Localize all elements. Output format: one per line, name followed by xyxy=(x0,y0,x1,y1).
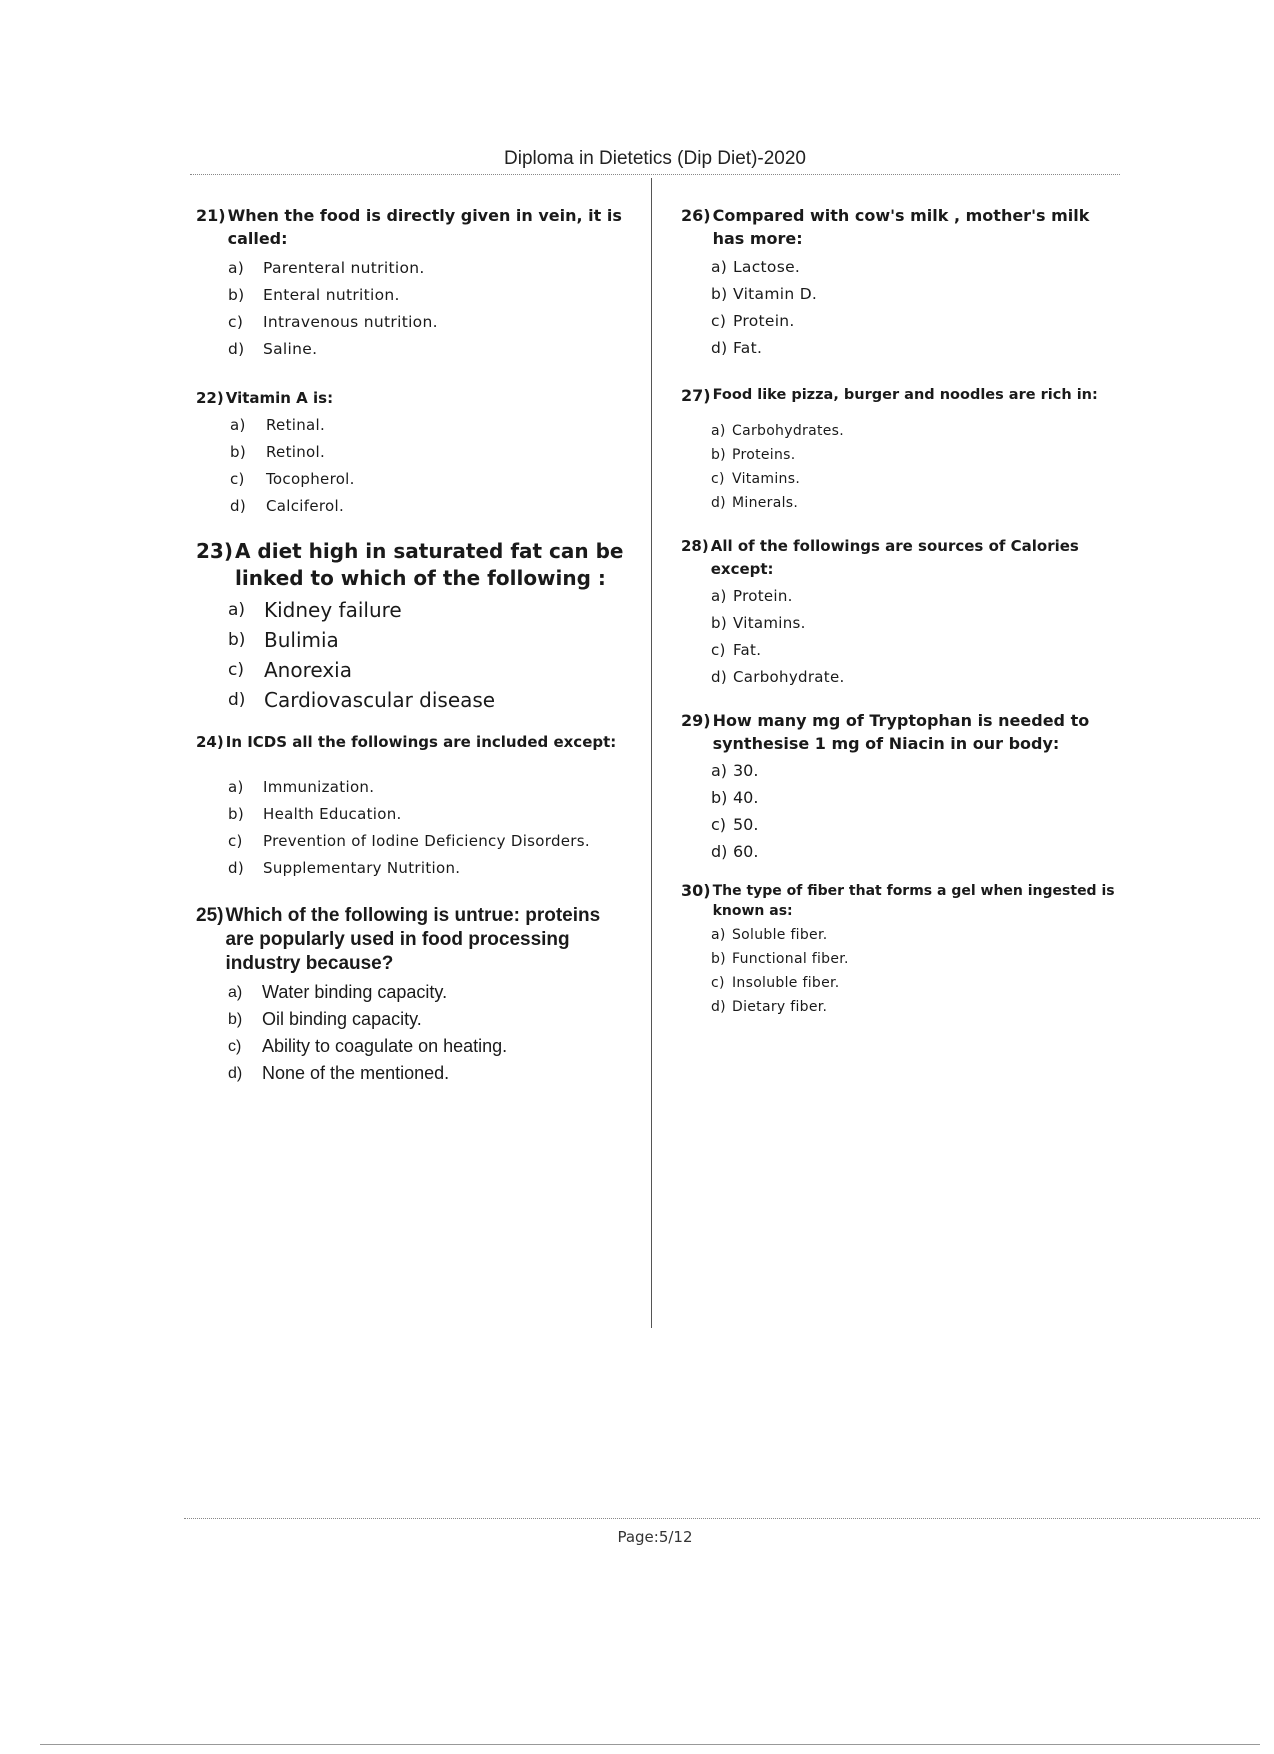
option-b[interactable] xyxy=(711,784,1121,811)
option-text: Health Education. xyxy=(263,805,402,823)
option-letter: b) xyxy=(711,285,728,303)
question-26 xyxy=(681,204,1121,362)
option-text: Minerals. xyxy=(732,495,799,511)
question-number: 23) xyxy=(196,539,233,563)
question-22 xyxy=(196,387,626,520)
option-list xyxy=(711,254,1121,362)
option-d[interactable] xyxy=(228,855,626,882)
question-number: 30) xyxy=(681,881,711,900)
option-list xyxy=(711,923,1121,1019)
option-d[interactable] xyxy=(711,995,1121,1019)
option-d[interactable] xyxy=(228,685,626,715)
option-text: Insoluble fiber. xyxy=(732,975,840,991)
option-letter: c) xyxy=(228,660,244,680)
option-text: Kidney failure xyxy=(264,598,402,622)
option-text: 60. xyxy=(733,842,759,861)
option-b[interactable] xyxy=(228,625,626,655)
option-letter: b) xyxy=(230,443,246,461)
question-stem xyxy=(681,204,1121,250)
option-text: Water binding capacity. xyxy=(262,982,448,1002)
option-a[interactable] xyxy=(711,923,1121,947)
option-letter: b) xyxy=(228,805,244,823)
question-23 xyxy=(196,538,626,715)
bottom-rule xyxy=(40,1744,1260,1745)
question-number: 29) xyxy=(681,711,711,730)
question-text: All of the followings are sources of Calories except: xyxy=(710,537,1079,578)
option-letter: a) xyxy=(711,761,728,780)
option-letter: b) xyxy=(228,1011,243,1028)
option-letter: b) xyxy=(711,447,726,463)
option-b[interactable] xyxy=(228,1006,626,1033)
option-a[interactable] xyxy=(711,583,1121,610)
option-c[interactable] xyxy=(711,467,1121,491)
question-stem xyxy=(681,384,1121,407)
option-letter: d) xyxy=(228,859,244,877)
question-stem xyxy=(681,535,1121,581)
option-text: Ability to coagulate on heating. xyxy=(262,1036,508,1056)
option-d[interactable] xyxy=(230,493,626,520)
option-list xyxy=(228,774,626,882)
option-letter: a) xyxy=(228,259,245,277)
question-stem xyxy=(196,538,626,592)
option-c[interactable] xyxy=(230,466,626,493)
option-list xyxy=(228,979,626,1087)
option-letter: a) xyxy=(711,423,726,439)
option-text: Soluble fiber. xyxy=(732,927,828,943)
question-number: 28) xyxy=(681,537,709,555)
option-c[interactable] xyxy=(228,1033,626,1060)
option-text: Dietary fiber. xyxy=(732,999,828,1015)
option-letter: c) xyxy=(711,641,726,659)
option-text: Protein. xyxy=(733,587,793,605)
option-list xyxy=(228,255,626,363)
option-text: Intravenous nutrition. xyxy=(263,313,438,331)
question-24 xyxy=(196,731,626,882)
option-text: Supplementary Nutrition. xyxy=(263,859,461,877)
question-number: 24) xyxy=(196,733,224,751)
option-letter: d) xyxy=(228,1065,243,1082)
question-text: Compared with cow's milk , mother's milk has more: xyxy=(712,206,1090,248)
option-letter: c) xyxy=(228,1038,242,1055)
option-text: Tocopherol. xyxy=(266,470,355,488)
option-b[interactable] xyxy=(711,443,1121,467)
header-rule xyxy=(190,174,1120,175)
question-number: 25) xyxy=(196,905,224,926)
question-27 xyxy=(681,384,1121,515)
option-letter: d) xyxy=(711,842,728,861)
option-letter: a) xyxy=(711,927,726,943)
option-c[interactable] xyxy=(228,828,626,855)
option-d[interactable] xyxy=(228,1060,626,1087)
option-text: Retinal. xyxy=(266,416,326,434)
question-number: 21) xyxy=(196,206,226,225)
option-letter: d) xyxy=(711,339,728,357)
option-letter: a) xyxy=(711,587,727,605)
option-text: Lactose. xyxy=(733,258,801,276)
option-text: Immunization. xyxy=(263,778,375,796)
page-number: Page:5/12 xyxy=(617,1528,693,1546)
question-29 xyxy=(681,709,1121,865)
option-text: Proteins. xyxy=(732,447,796,463)
option-text: Carbohydrates. xyxy=(732,423,844,439)
option-letter: c) xyxy=(711,471,725,487)
option-letter: b) xyxy=(228,630,246,650)
option-text: 30. xyxy=(733,761,759,780)
question-stem xyxy=(196,387,626,410)
option-text: Retinol. xyxy=(266,443,326,461)
option-a[interactable] xyxy=(711,757,1121,784)
option-a[interactable] xyxy=(230,412,626,439)
option-d[interactable] xyxy=(228,336,626,363)
question-text: How many mg of Tryptophan is needed to synthesise 1 mg of Niacin in our body: xyxy=(712,711,1090,753)
option-letter: c) xyxy=(711,815,727,834)
question-stem xyxy=(196,731,626,754)
option-list xyxy=(711,757,1121,865)
option-b[interactable] xyxy=(711,610,1121,637)
option-text: Protein. xyxy=(733,312,795,330)
option-letter: c) xyxy=(228,832,243,850)
option-text: Fat. xyxy=(733,339,763,357)
option-a[interactable] xyxy=(228,255,626,282)
option-list xyxy=(228,595,626,715)
option-d[interactable] xyxy=(711,838,1121,865)
question-text: The type of fiber that forms a gel when ingested is known as: xyxy=(712,883,1115,919)
column-divider xyxy=(651,178,652,1328)
question-number: 26) xyxy=(681,206,711,225)
option-letter: a) xyxy=(228,984,243,1001)
question-number: 22) xyxy=(196,389,224,407)
option-letter: b) xyxy=(711,788,728,807)
option-text: Vitamin D. xyxy=(733,285,818,303)
question-number: 27) xyxy=(681,386,711,405)
option-letter: c) xyxy=(711,312,727,330)
option-text: Functional fiber. xyxy=(732,951,849,967)
option-c[interactable] xyxy=(228,655,626,685)
option-letter: d) xyxy=(711,495,726,511)
option-text: Anorexia xyxy=(264,658,352,682)
footer-rule xyxy=(184,1518,1260,1519)
option-a[interactable] xyxy=(711,254,1121,281)
option-a[interactable] xyxy=(228,595,626,625)
option-a[interactable] xyxy=(228,774,626,801)
option-c[interactable] xyxy=(228,309,626,336)
option-text: Parenteral nutrition. xyxy=(263,259,425,277)
option-text: Bulimia xyxy=(264,628,339,652)
option-letter: d) xyxy=(711,999,726,1015)
option-letter: c) xyxy=(228,313,244,331)
option-b[interactable] xyxy=(228,801,626,828)
option-b[interactable] xyxy=(711,281,1121,308)
option-b[interactable] xyxy=(228,282,626,309)
option-letter: b) xyxy=(711,951,726,967)
option-b[interactable] xyxy=(711,947,1121,971)
option-text: Prevention of Iodine Deficiency Disorders. xyxy=(263,832,590,850)
option-text: Cardiovascular disease xyxy=(264,688,496,712)
option-text: None of the mentioned. xyxy=(262,1063,450,1083)
question-30 xyxy=(681,881,1121,1019)
question-text: In ICDS all the followings are included except: xyxy=(225,733,617,751)
question-stem xyxy=(681,881,1121,921)
question-25 xyxy=(196,904,626,1087)
option-text: Saline. xyxy=(263,340,318,358)
option-d[interactable] xyxy=(711,664,1121,691)
option-letter: b) xyxy=(228,286,245,304)
option-letter: c) xyxy=(230,470,245,488)
option-a[interactable] xyxy=(228,979,626,1006)
option-letter: c) xyxy=(711,975,725,991)
option-letter: d) xyxy=(711,668,727,686)
option-text: Carbohydrate. xyxy=(733,668,845,686)
option-d[interactable] xyxy=(711,335,1121,362)
option-text: 40. xyxy=(733,788,759,807)
question-text: Food like pizza, burger and noodles are rich in: xyxy=(712,387,1098,403)
option-text: 50. xyxy=(733,815,759,834)
option-letter: a) xyxy=(228,778,244,796)
left-column xyxy=(196,204,626,1087)
option-text: Vitamins. xyxy=(732,471,801,487)
option-letter: d) xyxy=(228,340,245,358)
question-stem xyxy=(196,204,626,250)
option-a[interactable] xyxy=(711,419,1121,443)
option-letter: a) xyxy=(711,258,728,276)
option-list xyxy=(230,412,626,520)
option-text: Vitamins. xyxy=(733,614,806,632)
option-letter: a) xyxy=(228,600,246,620)
option-list xyxy=(711,583,1121,691)
right-column xyxy=(681,204,1121,1019)
option-text: Enteral nutrition. xyxy=(263,286,400,304)
question-stem xyxy=(196,904,626,976)
option-c[interactable] xyxy=(711,971,1121,995)
page-header-title: Diploma in Dietetics (Dip Diet)-2020 xyxy=(504,148,806,169)
option-text: Calciferol. xyxy=(266,497,345,515)
question-text: When the food is directly given in vein, it is called: xyxy=(227,206,622,248)
option-c[interactable] xyxy=(711,811,1121,838)
option-letter: d) xyxy=(228,690,246,710)
option-list xyxy=(711,419,1121,515)
question-stem xyxy=(681,709,1121,755)
option-c[interactable] xyxy=(711,637,1121,664)
option-text: Oil binding capacity. xyxy=(262,1009,422,1029)
question-21 xyxy=(196,204,626,363)
option-letter: d) xyxy=(230,497,246,515)
option-text: Fat. xyxy=(733,641,762,659)
option-c[interactable] xyxy=(711,308,1121,335)
option-b[interactable] xyxy=(230,439,626,466)
question-text: Which of the following is untrue: proteins are popularly used in food processing industry because? xyxy=(225,905,601,974)
question-28 xyxy=(681,535,1121,691)
question-text: Vitamin A is: xyxy=(225,389,334,407)
option-d[interactable] xyxy=(711,491,1121,515)
option-letter: a) xyxy=(230,416,246,434)
question-text: A diet high in saturated fat can be linked to which of the following : xyxy=(234,539,624,590)
option-letter: b) xyxy=(711,614,727,632)
